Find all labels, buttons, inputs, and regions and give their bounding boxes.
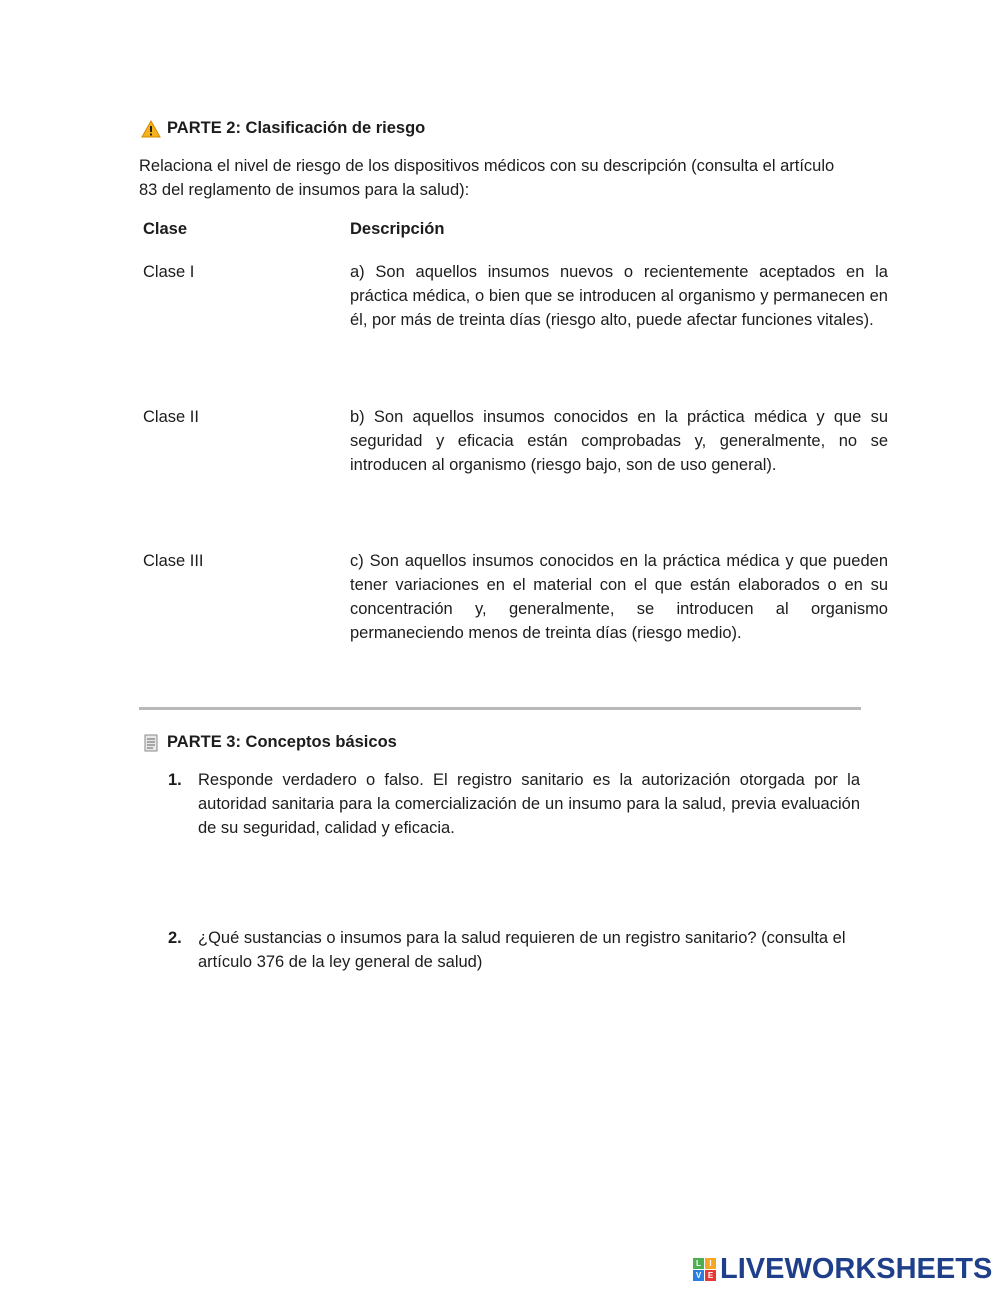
part2-intro-line2: 83 del reglamento de insumos para la salud): — [139, 181, 470, 199]
part2-intro-line1: Relaciona el nivel de riesgo de los dispositivos médicos con su descripción (consulta el artículo — [139, 157, 835, 175]
table-row-clase: Clase I — [143, 263, 195, 281]
question-text: ¿Qué sustancias o insumos para la salud requieren de un registro sanitario? (consulta el artículo 376 de la ley general de salud) — [198, 929, 846, 971]
table-row-clase: Clase II — [143, 408, 199, 426]
logo-text: LIVEWORKSHEETS — [720, 1253, 993, 1285]
logo-tiles-icon — [693, 1258, 716, 1281]
logo-tile: V — [693, 1270, 704, 1281]
header-clase: Clase — [143, 220, 188, 238]
part2-title: PARTE 2: Clasificación de riesgo — [167, 119, 426, 137]
document-icon — [141, 734, 161, 752]
logo-tile: I — [705, 1258, 716, 1269]
liveworksheets-logo — [693, 1253, 992, 1286]
question-text: Responde verdadero o falso. El registro sanitario es la autorización otorgada por la autoridad sanitaria para la comercialización de un insumo para la salud, previa evaluación de su seguridad, calidad y eficacia. — [198, 771, 860, 837]
section-divider — [139, 707, 861, 710]
table-row-clase: Clase III — [143, 552, 204, 570]
question-number: 2. — [168, 929, 182, 947]
part2-intro — [139, 154, 864, 202]
part3-heading — [141, 733, 397, 752]
part2-heading — [141, 119, 425, 138]
question-number: 1. — [168, 771, 182, 789]
table-row-descripcion: c) Son aquellos insumos conocidos en la práctica médica y que pueden tener variaciones en el material con el que están elaborados o en su concentración y, generalmente, se introducen al organismo permaneciendo menos de treinta días (riesgo medio). — [350, 552, 888, 642]
warning-icon — [141, 120, 161, 138]
logo-tile: E — [705, 1270, 716, 1281]
table-row-descripcion: b) Son aquellos insumos conocidos en la práctica médica y que su seguridad y eficacia están comprobadas y, generalmente, no se introducen al organismo (riesgo bajo, son de uso general). — [350, 408, 888, 474]
part3-title: PARTE 3: Conceptos básicos — [167, 733, 397, 751]
table-row-descripcion: a) Son aquellos insumos nuevos o recientemente aceptados en la práctica médica, o bien que se introducen al organismo y permanecen en él, por más de treinta días (riesgo alto, puede afectar funciones vitales). — [350, 263, 888, 329]
logo-tile: L — [693, 1258, 704, 1269]
header-descripcion: Descripción — [350, 220, 445, 238]
